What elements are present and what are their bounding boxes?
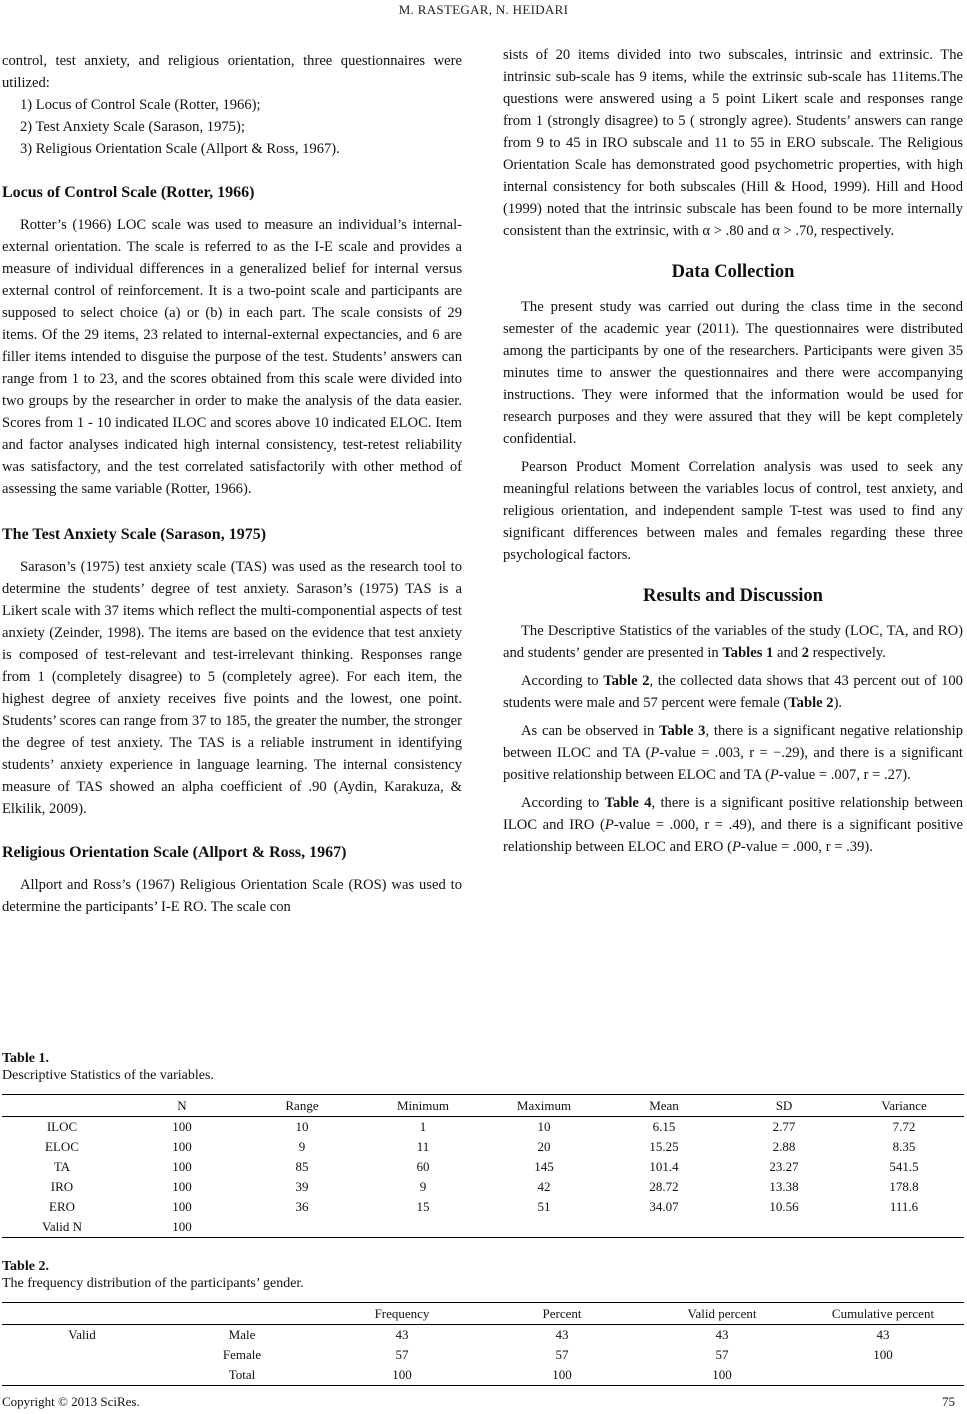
table-cell bbox=[2, 1345, 162, 1365]
table-cell: 145 bbox=[534, 1159, 554, 1174]
loc-heading: Locus of Control Scale (Rotter, 1966) bbox=[2, 184, 255, 201]
table-cell: 111.6 bbox=[889, 1199, 919, 1214]
table-cell: 34.07 bbox=[649, 1199, 679, 1214]
table-row bbox=[2, 1177, 964, 1197]
results-paragraph-1: The Descriptive Statistics of the variables of the study (LOC, TA, and RO) and students’ gender are presented in Tables 1 and 2 respectively. bbox=[503, 623, 963, 661]
ros-heading: Religious Orientation Scale (Allport & Ross, 1967) bbox=[2, 844, 347, 861]
table-cell: 101.4 bbox=[649, 1159, 679, 1174]
table-cell bbox=[604, 1217, 724, 1238]
table-cell bbox=[362, 1217, 484, 1238]
results-paragraph-3: As can be observed in Table 3, there is a significant negative relationship between ILOC and TA (P-value = .003, r = −.29), and there is a significant positive relationship between ELOC and TA (P-value = .007, r = .27). bbox=[503, 723, 963, 783]
table-cell bbox=[802, 1365, 964, 1386]
tas-heading: The Test Anxiety Scale (Sarason, 1975) bbox=[2, 526, 267, 543]
results-paragraph-4: According to Table 4, there is a significant positive relationship between ILOC and IRO (P-value = .000, r = .49), and there is a significant positive relationship between ELOC and ERO (P-value = .000, r = .39). bbox=[503, 795, 963, 855]
table2-label: Table 2. bbox=[2, 1259, 49, 1274]
table-cell: 100 bbox=[172, 1199, 192, 1214]
table-row bbox=[2, 1217, 964, 1238]
table-cell: Valid bbox=[68, 1327, 96, 1342]
table2-caption: The frequency distribution of the participants’ gender. bbox=[2, 1276, 304, 1291]
table-row bbox=[2, 1325, 964, 1346]
table-cell: 10.56 bbox=[769, 1199, 799, 1214]
data-collection-paragraph: The present study was carried out during the class time in the second semester of the academic year (2011). The questionnaires were distributed among the participants by one of the researchers. Participants were given 35 minutes time to answer the questionnaires and there were accompanying instructions. They were informed that the information would be used for research purposes and they were assured that they will be kept completely confidential. bbox=[503, 299, 963, 447]
table-row bbox=[2, 1117, 964, 1138]
table-cell: 178.8 bbox=[889, 1179, 919, 1194]
table-cell: 9 bbox=[419, 1179, 427, 1194]
table-cell: 43 bbox=[395, 1327, 409, 1342]
table-cell: 100 bbox=[482, 1365, 642, 1386]
table-cell: 100 bbox=[172, 1139, 192, 1154]
table-header-cell: N bbox=[122, 1095, 242, 1117]
table1-caption: Descriptive Statistics of the variables. bbox=[2, 1068, 214, 1083]
table-cell: 85 bbox=[295, 1159, 309, 1174]
table-cell: 100 bbox=[642, 1365, 802, 1386]
table-cell: Female bbox=[222, 1347, 262, 1362]
table-cell: 100 bbox=[172, 1179, 192, 1194]
table-cell: 100 bbox=[322, 1365, 482, 1386]
table-cell: 8.35 bbox=[892, 1139, 916, 1154]
table-cell: 1 bbox=[419, 1119, 427, 1134]
table-cell bbox=[484, 1217, 604, 1238]
table-cell: IRO bbox=[50, 1179, 74, 1194]
table-cell: 57 bbox=[715, 1347, 729, 1362]
data-collection-heading: Data Collection bbox=[671, 262, 795, 282]
table-row bbox=[2, 1137, 964, 1157]
table-cell: 10 bbox=[537, 1119, 551, 1134]
table-cell: 100 bbox=[873, 1347, 893, 1362]
table-cell: 43 bbox=[876, 1327, 890, 1342]
table-cell: 39 bbox=[295, 1179, 309, 1194]
table-cell: 57 bbox=[555, 1347, 569, 1362]
table-cell: 2.88 bbox=[772, 1139, 796, 1154]
table-header-cell: Cumulative percent bbox=[802, 1303, 964, 1325]
table-cell: 23.27 bbox=[769, 1159, 799, 1174]
table-cell: 100 bbox=[122, 1217, 242, 1238]
table-cell: 100 bbox=[172, 1159, 192, 1174]
table-cell: 13.38 bbox=[769, 1179, 799, 1194]
table-cell: ILOC bbox=[46, 1119, 78, 1134]
intro-text: control, test anxiety, and religious orientation, three questionnaires were utilized: bbox=[2, 53, 462, 91]
table-row bbox=[2, 1197, 964, 1217]
table-cell: Valid N bbox=[2, 1217, 122, 1238]
table-cell: 43 bbox=[555, 1327, 569, 1342]
instrument-list-item: 1) Locus of Control Scale (Rotter, 1966); bbox=[20, 97, 261, 113]
table-cell: 6.15 bbox=[652, 1119, 676, 1134]
table-header-row bbox=[2, 1095, 964, 1117]
right-column bbox=[503, 44, 963, 858]
table-cell: 100 bbox=[172, 1119, 192, 1134]
table2-block bbox=[2, 1258, 964, 1386]
table-cell bbox=[2, 1365, 162, 1386]
table-header-cell bbox=[162, 1303, 322, 1325]
table-header-cell: Percent bbox=[482, 1303, 642, 1325]
table-header-cell: Mean bbox=[604, 1095, 724, 1117]
table-cell: 15.25 bbox=[649, 1139, 679, 1154]
table-cell: 42 bbox=[537, 1179, 551, 1194]
table-header-cell bbox=[2, 1095, 122, 1117]
left-column bbox=[2, 50, 462, 918]
table-header-cell: Maximum bbox=[484, 1095, 604, 1117]
table-cell: Total bbox=[162, 1365, 322, 1386]
running-header: M. RASTEGAR, N. HEIDARI bbox=[398, 2, 569, 17]
table-cell: 10 bbox=[295, 1119, 309, 1134]
instrument-list-item: 3) Religious Orientation Scale (Allport & Ross, 1967). bbox=[20, 141, 340, 157]
table-cell: ERO bbox=[49, 1199, 75, 1214]
table-header-row bbox=[2, 1303, 964, 1325]
table-cell bbox=[724, 1217, 844, 1238]
instrument-list-item: 2) Test Anxiety Scale (Sarason, 1975); bbox=[20, 119, 245, 135]
ros-paragraph: Allport and Ross’s (1967) Religious Orientation Scale (ROS) was used to determine the participants’ I-E RO. The scale con bbox=[2, 877, 462, 915]
table-cell: 7.72 bbox=[892, 1119, 916, 1134]
table-cell: 28.72 bbox=[649, 1179, 679, 1194]
table-cell: 43 bbox=[715, 1327, 729, 1342]
table-header-cell bbox=[2, 1303, 162, 1325]
table-cell: 9 bbox=[298, 1139, 306, 1154]
analysis-paragraph: Pearson Product Moment Correlation analysis was used to seek any meaningful relations between the variables locus of control, test anxiety, and religious orientation, and independent sample T-test was used to find any significant differences between males and females regarding these three psychological factors. bbox=[503, 459, 963, 563]
table-cell: 2.77 bbox=[772, 1119, 796, 1134]
table1-label: Table 1. bbox=[2, 1051, 49, 1066]
table-cell: 57 bbox=[395, 1347, 409, 1362]
page-number: 75 bbox=[942, 1394, 955, 1409]
copyright-footer: Copyright © 2013 SciRes. bbox=[2, 1394, 140, 1409]
descriptive-statistics-table bbox=[2, 1094, 964, 1238]
table-cell: ELOC bbox=[45, 1139, 79, 1154]
table-cell: 20 bbox=[537, 1139, 551, 1154]
loc-paragraph: Rotter’s (1966) LOC scale was used to measure an individual’s internal-external orientation. The scale is referred to as the I-E scale and provides a measure of individual differences in a generalized belief for internal versus external control of reinforcement. It is a two-point scale and participants are supposed to select choice (a) or (b) in each part. The scale consists of 29 items. Of the 29 items, 23 related to internal-external expectancies, and 6 are filler items intended to disguise the purpose of the test. Students’ answers can range from 1 to 23, and the scores obtained from this scale were divided into two groups by the researcher in order to make the analysis of the data easier. Scores from 1 - 10 indicated ILOC and scores above 10 indicated ELOC. Item and factor analyses indicated high internal consistency, test-retest reliability was satisfactory, and the test correlated satisfactorily with other method of assessing the same variable (Rotter, 1966). bbox=[2, 217, 462, 497]
table-row bbox=[2, 1157, 964, 1177]
table-cell: 51 bbox=[537, 1199, 551, 1214]
table-header-cell: Minimum bbox=[362, 1095, 484, 1117]
table-row bbox=[2, 1365, 964, 1386]
table-cell: 60 bbox=[416, 1159, 430, 1174]
ros-continued-paragraph: sists of 20 items divided into two subscales, intrinsic and extrinsic. The intrinsic sub-scale has 9 items, while the extrinsic sub-scale has 11items.The questions were answered using a 5 point Likert scale and responses range from 1 (strongly disagree) to 5 ( strongly agree). Students’ answers can range from 9 to 45 in IRO subscale and 11 to 55 in ERO subscale. The Religious Orientation Scale has demonstrated good psychometric properties, with high internal consistency for both subscales (Hill & Hood, 1999). Hill and Hood (1999) noted that the intrinsic subscale has been found to be more internally consistent than the extrinsic, with α > .80 and α > .70, respectively. bbox=[503, 47, 963, 239]
table-cell: Male bbox=[228, 1327, 256, 1342]
tas-paragraph: Sarason’s (1975) test anxiety scale (TAS) was used as the research tool to determine the students’ degree of test anxiety. Sarason’s (1975) TAS is a Likert scale with 37 items which reflect the multi-componential aspects of test anxiety (Zeinder, 1998). The items are based on the evidence that test anxiety is composed of test-relevant and test-irrelevant thinking. Responses range from 1 (completely disagree) to 5 (completely agree). For each item, the highest degree of anxiety receives five points and the lowest, one point. Students’ scores can range from 37 to 185, the greater the number, the stronger the degree of test anxiety. The TAS is a reliable instrument in identifying students’ anxiety experience in language learning. The internal consistency measure of TAS showed an alpha coefficient of .90 (Aydin, Karakuza, & Elkilik, 2009). bbox=[2, 559, 462, 817]
table-cell bbox=[844, 1217, 964, 1238]
table-cell: TA bbox=[53, 1159, 71, 1174]
table-cell: 36 bbox=[295, 1199, 309, 1214]
table-cell: 541.5 bbox=[889, 1159, 919, 1174]
table-cell: 11 bbox=[416, 1139, 430, 1154]
results-heading: Results and Discussion bbox=[643, 586, 823, 606]
table-header-cell: SD bbox=[724, 1095, 844, 1117]
gender-frequency-table bbox=[2, 1302, 964, 1386]
tables-area bbox=[2, 1050, 964, 1386]
table-header-cell: Range bbox=[242, 1095, 362, 1117]
table-header-cell: Valid percent bbox=[642, 1303, 802, 1325]
table-cell bbox=[242, 1217, 362, 1238]
results-paragraph-2: According to Table 2, the collected data shows that 43 percent out of 100 students were male and 57 percent were female (Table 2). bbox=[503, 673, 963, 711]
table-header-cell: Frequency bbox=[322, 1303, 482, 1325]
table-cell: 15 bbox=[416, 1199, 430, 1214]
table-row bbox=[2, 1345, 964, 1365]
table-header-cell: Variance bbox=[844, 1095, 964, 1117]
